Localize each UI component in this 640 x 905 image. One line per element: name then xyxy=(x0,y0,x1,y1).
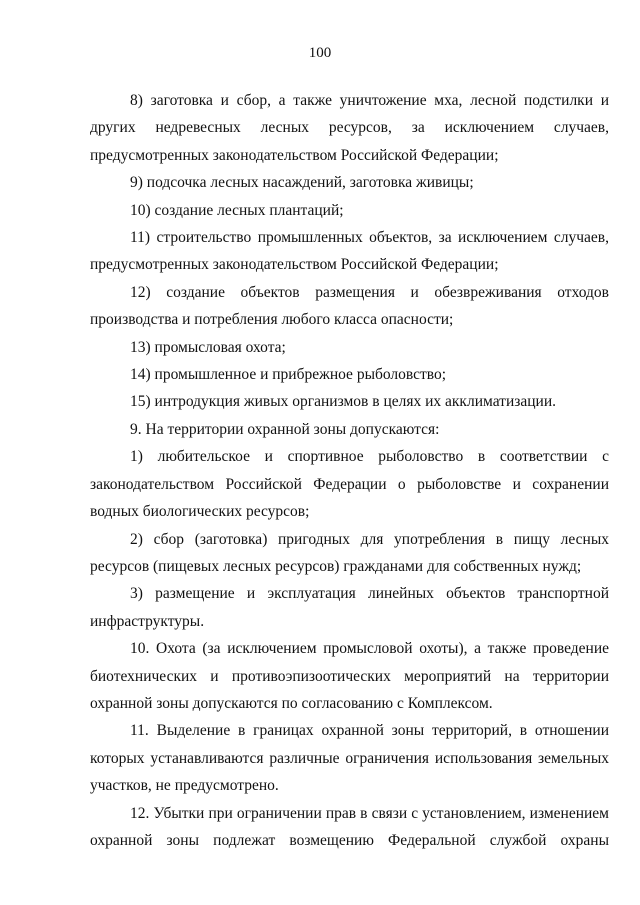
section-9-item-2: 2) сбор (заготовка) пригодных для употребления в пищу лесных ресурсов (пищевых лесных ресурсов) гражданами для собственных нужд; xyxy=(90,530,609,575)
section-9-item-3: 3) размещение и эксплуатация линейных объектов транспортной инфраструктуры. xyxy=(90,585,609,630)
section-9-item-1: 1) любительское и спортивное рыболовство в соответствии с законодательством Российской Федерации о рыболовстве и сохранении водных биологических ресурсов; xyxy=(90,448,609,521)
page-number: 100 xyxy=(308,45,332,61)
paragraph-item-12: 12) создание объектов размещения и обезвреживания отходов производства и потребления любого класса опасности; xyxy=(90,283,609,329)
paragraph-item-13: 13) промысловая охота; xyxy=(130,338,286,356)
paragraph-item-14: 14) промышленное и прибрежное рыболовство; xyxy=(130,366,447,384)
paragraph-item-8: 8) заготовка и сбор, а также уничтожение мха, лесной подстилки и других недревесных лесных ресурсов, за исключением случаев, предусмотренных законодательством Российской Федерации; xyxy=(90,92,609,164)
document-body xyxy=(90,87,609,854)
section-11: 11. Выделение в границах охранной зоны территорий, в отношении которых устанавливаются различные ограничения использования земельных участков, не предусмотрено. xyxy=(90,722,609,795)
section-9-heading: 9. На территории охранной зоны допускаются: xyxy=(130,420,440,438)
paragraph-item-11: 11) строительство промышленных объектов, за исключением случаев, предусмотренных законодательством Российской Федерации; xyxy=(90,229,609,274)
section-10: 10. Охота (за исключением промысловой охоты), а также проведение биотехнических и противоэпизоотических мероприятий на территории охранной зоны допускаются по согласованию с Комплексом. xyxy=(90,640,609,712)
paragraph-item-9: 9) подсочка лесных насаждений, заготовка живицы; xyxy=(130,174,474,192)
paragraph-item-15: 15) интродукция живых организмов в целях их акклиматизации. xyxy=(130,393,557,411)
section-12: 12. Убытки при ограничении прав в связи с установлением, изменением охранной зоны подлежат возмещению Федеральной службой охраны xyxy=(90,804,609,849)
paragraph-item-10: 10) создание лесных плантаций; xyxy=(130,201,344,219)
